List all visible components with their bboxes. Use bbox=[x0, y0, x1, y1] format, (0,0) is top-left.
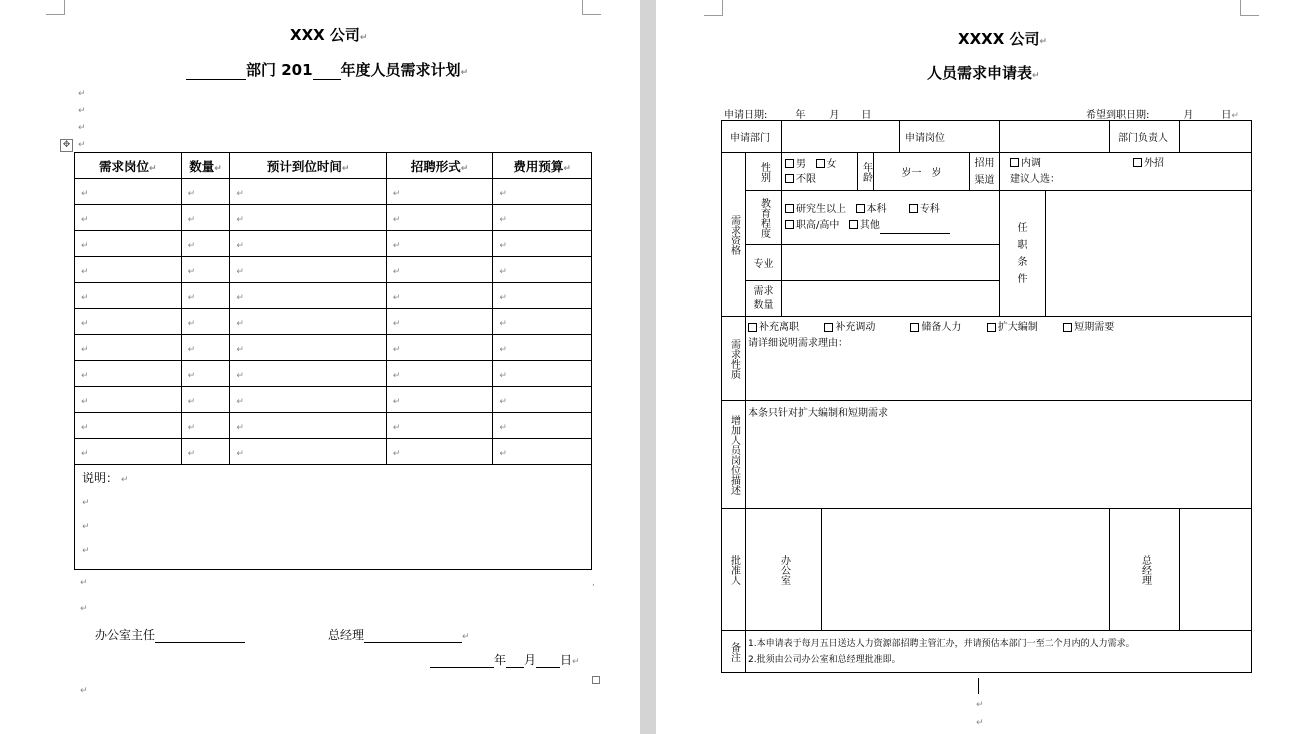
page-gap bbox=[640, 0, 656, 734]
req-qual-label: 需求资格 bbox=[722, 153, 746, 317]
table-cell[interactable]: ↵ bbox=[386, 361, 493, 387]
col-header-position: 需求岗位↵ bbox=[75, 153, 182, 179]
table-cell[interactable]: ↵ bbox=[230, 283, 386, 309]
job-req-label: 任职条件 bbox=[1000, 191, 1046, 317]
table-cell[interactable]: ↵ bbox=[75, 283, 182, 309]
table-move-handle[interactable]: ✥ bbox=[60, 139, 73, 152]
crop-mark bbox=[1240, 0, 1259, 16]
table-cell[interactable]: ↵ bbox=[75, 179, 182, 205]
internal-checkbox[interactable] bbox=[1010, 158, 1019, 167]
gm-label: 总经理 bbox=[1110, 509, 1180, 631]
job-req-value[interactable] bbox=[1046, 191, 1252, 317]
recruit-channel-label: 招用渠道 bbox=[970, 153, 1000, 191]
major-label: 专业 bbox=[746, 245, 782, 281]
male-checkbox[interactable] bbox=[785, 159, 794, 168]
sign-date: 年 月 日↵ bbox=[430, 651, 580, 668]
table-cell[interactable]: ↵ bbox=[493, 335, 592, 361]
edu-other-checkbox[interactable] bbox=[849, 220, 858, 229]
table-cell[interactable]: ↵ bbox=[386, 309, 493, 335]
table-row bbox=[75, 413, 592, 439]
table-cell[interactable]: ↵ bbox=[181, 335, 230, 361]
text-cursor bbox=[978, 678, 979, 694]
position-label: 申请岗位 bbox=[900, 121, 1000, 153]
table-cell[interactable]: ↵ bbox=[181, 283, 230, 309]
table-cell[interactable]: ↵ bbox=[230, 205, 386, 231]
office-label: 办公室 bbox=[746, 509, 822, 631]
gm-approval-value[interactable] bbox=[1180, 509, 1252, 631]
table-cell[interactable]: ↵ bbox=[181, 257, 230, 283]
approver-label: 批准人 bbox=[722, 509, 746, 631]
age-value[interactable]: 岁一 岁 bbox=[874, 153, 970, 191]
plan-table bbox=[74, 152, 592, 570]
table-cell[interactable]: ↵ bbox=[493, 309, 592, 335]
table-cell[interactable]: ↵ bbox=[75, 309, 182, 335]
table-cell[interactable]: ↵ bbox=[493, 257, 592, 283]
nature-label: 需求性质 bbox=[722, 317, 746, 401]
crop-mark bbox=[46, 0, 65, 15]
table-cell[interactable]: ↵ bbox=[230, 231, 386, 257]
table-cell[interactable]: ↵ bbox=[230, 179, 386, 205]
desc-label: 增加人员岗位描述 bbox=[722, 401, 746, 509]
table-cell[interactable]: ↵ bbox=[230, 439, 386, 465]
qty-value[interactable] bbox=[782, 281, 1000, 317]
row-approver bbox=[722, 509, 1252, 631]
nature-checkbox[interactable] bbox=[910, 323, 919, 332]
table-cell[interactable]: ↵ bbox=[75, 439, 182, 465]
nature-checkbox[interactable] bbox=[824, 323, 833, 332]
age-label: 年龄 bbox=[858, 153, 874, 191]
row-gender bbox=[722, 153, 1252, 191]
request-form-table bbox=[721, 120, 1252, 673]
table-row bbox=[75, 283, 592, 309]
left-plan-title: 部门 201 年度人员需求计划↵ bbox=[186, 59, 468, 80]
recruit-channel-options[interactable]: 内调 外招 建议人选： bbox=[1000, 153, 1252, 191]
table-cell[interactable]: ↵ bbox=[493, 439, 592, 465]
table-row bbox=[75, 179, 592, 205]
table-cell[interactable]: ↵ bbox=[386, 179, 493, 205]
table-cell[interactable]: ↵ bbox=[493, 205, 592, 231]
dept-head-label: 部门负责人 bbox=[1110, 121, 1180, 153]
crop-mark bbox=[704, 0, 723, 16]
table-cell[interactable]: ↵ bbox=[181, 205, 230, 231]
note-cell[interactable]: 说明： ↵ ↵ ↵ ↵ bbox=[75, 465, 592, 570]
female-checkbox[interactable] bbox=[816, 159, 825, 168]
nature-checkbox[interactable] bbox=[748, 323, 757, 332]
position-value[interactable] bbox=[1000, 121, 1110, 153]
nature-checkbox[interactable] bbox=[1063, 323, 1072, 332]
left-page: XXX 公司↵ 部门 201 年度人员需求计划↵ ↵ ↵ ↵ ↵ ✥ 需求岗位↵ 数量↵ 预计到位时间↵ 招聘形式↵ 费用预算↵ ↵ ↵ ↵ ↵ ↵ ↵ ↵ ↵ ↵ ↵ ↵ ↵ ↵ ↵ ↵ ↵ ↵ ↵ ↵ ↵ ↵ ↵ ↵ ↵ ↵ ↵ ↵ ↵ ↵ ↵ ↵ ↵ ↵ ↵ ↵ ↵ ↵ ↵ ↵ ↵ ↵ ↵ ↵ ↵ ↵ ↵ ↵ ↵ ↵ ↵ ↵ ↵ ↵ ↵ ↵ 说明： ↵ ↵ ↵ ↵ ↵ ↵ , 办公室主任 总经理 ↵ 年 月 日↵ ↵ bbox=[0, 0, 640, 734]
education-label: 教育程度 bbox=[746, 191, 782, 245]
table-row bbox=[75, 309, 592, 335]
qty-label: 需求数量 bbox=[746, 281, 782, 317]
dept-value[interactable] bbox=[782, 121, 900, 153]
row-nature bbox=[722, 317, 1252, 401]
table-cell[interactable]: ↵ bbox=[181, 387, 230, 413]
table-cell[interactable]: ↵ bbox=[386, 283, 493, 309]
table-row bbox=[75, 231, 592, 257]
table-cell[interactable]: ↵ bbox=[181, 361, 230, 387]
table-cell[interactable]: ↵ bbox=[75, 335, 182, 361]
education-options[interactable]: 研究生以上 本科 专科 职高/高中 其他 bbox=[782, 191, 1000, 245]
right-page: XXXX 公司↵ 人员需求申请表↵ 申请日期: 年 月 日 希望到职日期: 月 日↵ 申请部门 申请岗位 部门负责人 需求资格 性别 男 女 不限 年龄 岁一 岁 招用渠道 内调 外招 建议人选： 教育程度 研究生以上 本科 专科 职高/高中 其他 任职条件 专业 需求数量 需求性质 补充离职 补充调动 储备人力 扩大编制 短期需要 请详细说明需求理由： 增加人员岗位描述 本条只针对扩大编制和短期需求 批准人 办公室 总经理 备注 1.本申请表于每月五日送达人力资源部招聘主管汇办，并请预估本部门一至二个月内的人力需求。 2.批须由公司办公室和总经理批准即。 ↵ ↵ bbox=[656, 0, 1292, 734]
crop-mark bbox=[582, 0, 601, 15]
row-education bbox=[722, 191, 1252, 245]
external-checkbox[interactable] bbox=[1133, 158, 1142, 167]
table-cell[interactable]: ↵ bbox=[181, 231, 230, 257]
table-row bbox=[75, 257, 592, 283]
table-row bbox=[75, 335, 592, 361]
unlimited-checkbox[interactable] bbox=[785, 174, 794, 183]
col-header-quantity: 数量↵ bbox=[181, 153, 230, 179]
table-cell[interactable]: ↵ bbox=[181, 309, 230, 335]
table-row bbox=[75, 439, 592, 465]
general-manager-sign: 总经理 ↵ bbox=[328, 628, 470, 642]
expected-date: 希望到职日期: 月 日↵ bbox=[1086, 110, 1239, 121]
table-cell[interactable]: ↵ bbox=[386, 231, 493, 257]
table-cell[interactable]: ↵ bbox=[493, 361, 592, 387]
remark-2: 2.批须由公司办公室和总经理批准即。 bbox=[748, 654, 901, 665]
table-cell[interactable]: ↵ bbox=[75, 257, 182, 283]
edu-high-checkbox[interactable] bbox=[785, 220, 794, 229]
left-company-title: XXX 公司↵ bbox=[290, 26, 368, 44]
edu-grad-checkbox[interactable] bbox=[785, 204, 794, 213]
dept-head-value[interactable] bbox=[1180, 121, 1252, 153]
major-value[interactable] bbox=[782, 245, 1000, 281]
table-row bbox=[75, 361, 592, 387]
col-header-budget: 费用预算↵ bbox=[493, 153, 592, 179]
table-cell[interactable]: ↵ bbox=[75, 231, 182, 257]
office-approval-value[interactable] bbox=[822, 509, 1110, 631]
table-cell[interactable]: ↵ bbox=[230, 335, 386, 361]
nature-options[interactable]: 补充离职 补充调动 储备人力 扩大编制 短期需要 请详细说明需求理由： bbox=[746, 317, 1252, 401]
table-row bbox=[75, 205, 592, 231]
table-cell[interactable]: ↵ bbox=[230, 257, 386, 283]
table-cell[interactable]: ↵ bbox=[181, 439, 230, 465]
table-cell[interactable]: ↵ bbox=[386, 335, 493, 361]
table-cell[interactable]: ↵ bbox=[181, 413, 230, 439]
dept-label: 申请部门 bbox=[722, 121, 782, 153]
table-cell[interactable]: ↵ bbox=[230, 361, 386, 387]
table-row bbox=[75, 387, 592, 413]
nature-checkbox[interactable] bbox=[987, 323, 996, 332]
row-remarks bbox=[722, 631, 1252, 673]
table-cell[interactable]: ↵ bbox=[493, 387, 592, 413]
edu-college-checkbox[interactable] bbox=[909, 204, 918, 213]
apply-date: 申请日期: 年 月 日 bbox=[724, 110, 872, 121]
remark-1: 1.本申请表于每月五日送达人力资源部招聘主管汇办，并请预估本部门一至二个月内的人力需求。 bbox=[748, 638, 1135, 649]
right-company-title: XXXX 公司↵ bbox=[958, 30, 1048, 48]
note-row bbox=[75, 465, 592, 570]
office-director-sign: 办公室主任 bbox=[95, 626, 245, 643]
remarks-value bbox=[746, 631, 1252, 673]
table-cell[interactable]: ↵ bbox=[75, 205, 182, 231]
gender-options[interactable]: 男 女 不限 bbox=[782, 153, 858, 191]
gender-label: 性别 bbox=[746, 153, 782, 191]
table-cell[interactable]: ↵ bbox=[386, 413, 493, 439]
col-header-recruit-form: 招聘形式↵ bbox=[386, 153, 493, 179]
table-cell[interactable]: ↵ bbox=[386, 205, 493, 231]
table-cell[interactable]: ↵ bbox=[493, 413, 592, 439]
row-description bbox=[722, 401, 1252, 509]
table-cell[interactable]: ↵ bbox=[230, 387, 386, 413]
table-cell[interactable]: ↵ bbox=[230, 309, 386, 335]
table-cell[interactable]: ↵ bbox=[493, 231, 592, 257]
desc-value[interactable]: 本条只针对扩大编制和短期需求 bbox=[746, 401, 1252, 509]
edu-bachelor-checkbox[interactable] bbox=[856, 204, 865, 213]
table-cell[interactable]: ↵ bbox=[493, 179, 592, 205]
table-header-row bbox=[75, 153, 592, 179]
table-cell[interactable]: ↵ bbox=[75, 387, 182, 413]
row-dept bbox=[722, 121, 1252, 153]
table-cell[interactable]: ↵ bbox=[386, 387, 493, 413]
right-form-title: 人员需求申请表↵ bbox=[927, 64, 1040, 82]
col-header-arrival-time: 预计到位时间↵ bbox=[230, 153, 386, 179]
table-cell[interactable]: ↵ bbox=[230, 413, 386, 439]
table-cell[interactable]: ↵ bbox=[75, 413, 182, 439]
remarks-label: 备注 bbox=[722, 631, 746, 673]
table-cell[interactable]: ↵ bbox=[386, 439, 493, 465]
table-cell[interactable]: ↵ bbox=[75, 361, 182, 387]
table-cell[interactable]: ↵ bbox=[493, 283, 592, 309]
table-cell[interactable]: ↵ bbox=[386, 257, 493, 283]
table-cell[interactable]: ↵ bbox=[181, 179, 230, 205]
end-mark bbox=[592, 676, 600, 684]
